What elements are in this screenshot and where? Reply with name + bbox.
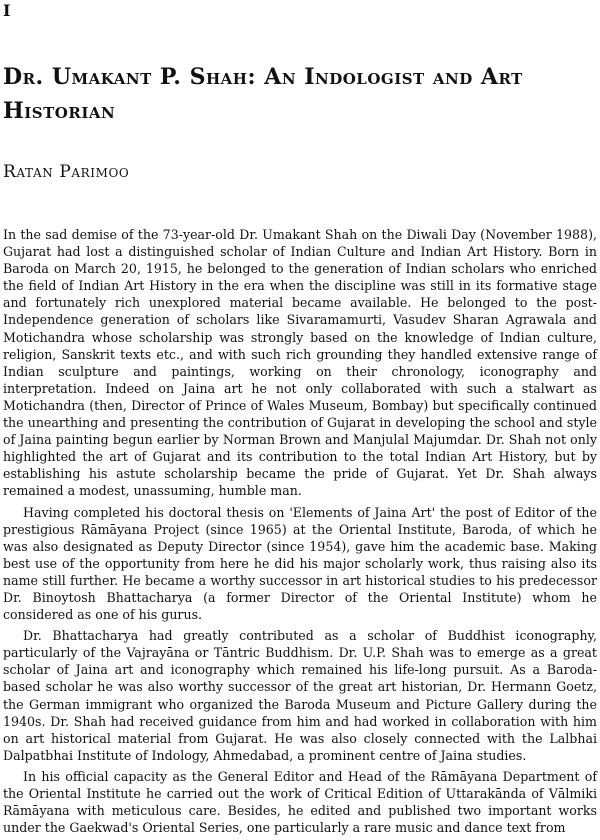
article-body <box>3 226 597 840</box>
paragraph: Having completed his doctoral thesis on 'Elements of Jaina Art' the post of Editor of the prestigious Rāmāyana Project (since 1965) at the Oriental Institute, Baroda, of which he was also designated as Deputy Director (since 1954), gave him the academic base. Making best use of the opportunity from here he did his major scholarly work, thus raising also its name still further. He became a worthy successor in art historical studies to his predecessor Dr. Binoytosh Bhattacharya (a former Director of the Oriental Institute) whom he considered as one of his gurus. <box>3 504 597 623</box>
page-number: I <box>3 1 11 20</box>
author-name: Ratan Parimoo <box>3 162 130 182</box>
paragraph: In his official capacity as the General Editor and Head of the Rāmāyana Department of the Oriental Institute he carried out the work of Critical Edition of Uttarakānda of Vālmiki Rāmāyana with meticulous care. Besides, he edited and published two important works under the Gaekwad's Oriental Series, one particularly a rare music and dance text from <box>3 768 597 836</box>
paragraph: In the sad demise of the 73-year-old Dr. Umakant Shah on the Diwali Day (November 1988), Gujarat had lost a distinguished scholar of Indian Culture and Indian Art History. Born in Baroda on March 20, 1915, he belonged to the generation of Indian scholars who enriched the field of Indian Art History in the era when the discipline was still in its formative stage and fortunately rich unexplored material became available. He belonged to the post-Independence generation of scholars like Sivaramamurti, Vasudev Sharan Agrawala and Motichandra whose scholarship was strongly based on the knowledge of Indian culture, religion, Sanskrit texts etc., and with such rich grounding they handled extensive range of Indian sculpture and paintings, working on their chronology, iconography and interpretation. Indeed on Jaina art he not only collaborated with such a stalwart as Motichandra (then, Director of Prince of Wales Museum, Bombay) but specifically continued the unearthing and presenting the contribution of Gujarat in developing the school and style of Jaina painting begun earlier by Norman Brown and Manjulal Majumdar. Dr. Shah not only highlighted the art of Gujarat and its contribution to the total Indian Art History, but by establishing his astute scholarship became the pride of Gujarat. Yet Dr. Shah always remained a modest, unassuming, humble man. <box>3 227 597 499</box>
article-title: Dr. Umakant P. Shah: An Indologist and Art Historian <box>3 64 523 124</box>
paragraph: Dr. Bhattacharya had greatly contributed as a scholar of Buddhist iconography, particularly of the Vajrayāna or Tāntric Buddhism. Dr. U.P. Shah was to emerge as a great scholar of Jaina art and iconography which remained his life-long pursuit. As a Baroda-based scholar he was also worthy successor of the great art historian, Dr. Hermann Goetz, the German immigrant who organized the Baroda Museum and Picture Gallery during the 1940s. Dr. Shah had received guidance from him and had worked in collaboration with him on art historical material from Gujarat. He was also closely connected with the Lalbhai Dalpatbhai Institute of Indology, Ahmedabad, a prominent centre of Jaina studies. <box>3 628 597 763</box>
